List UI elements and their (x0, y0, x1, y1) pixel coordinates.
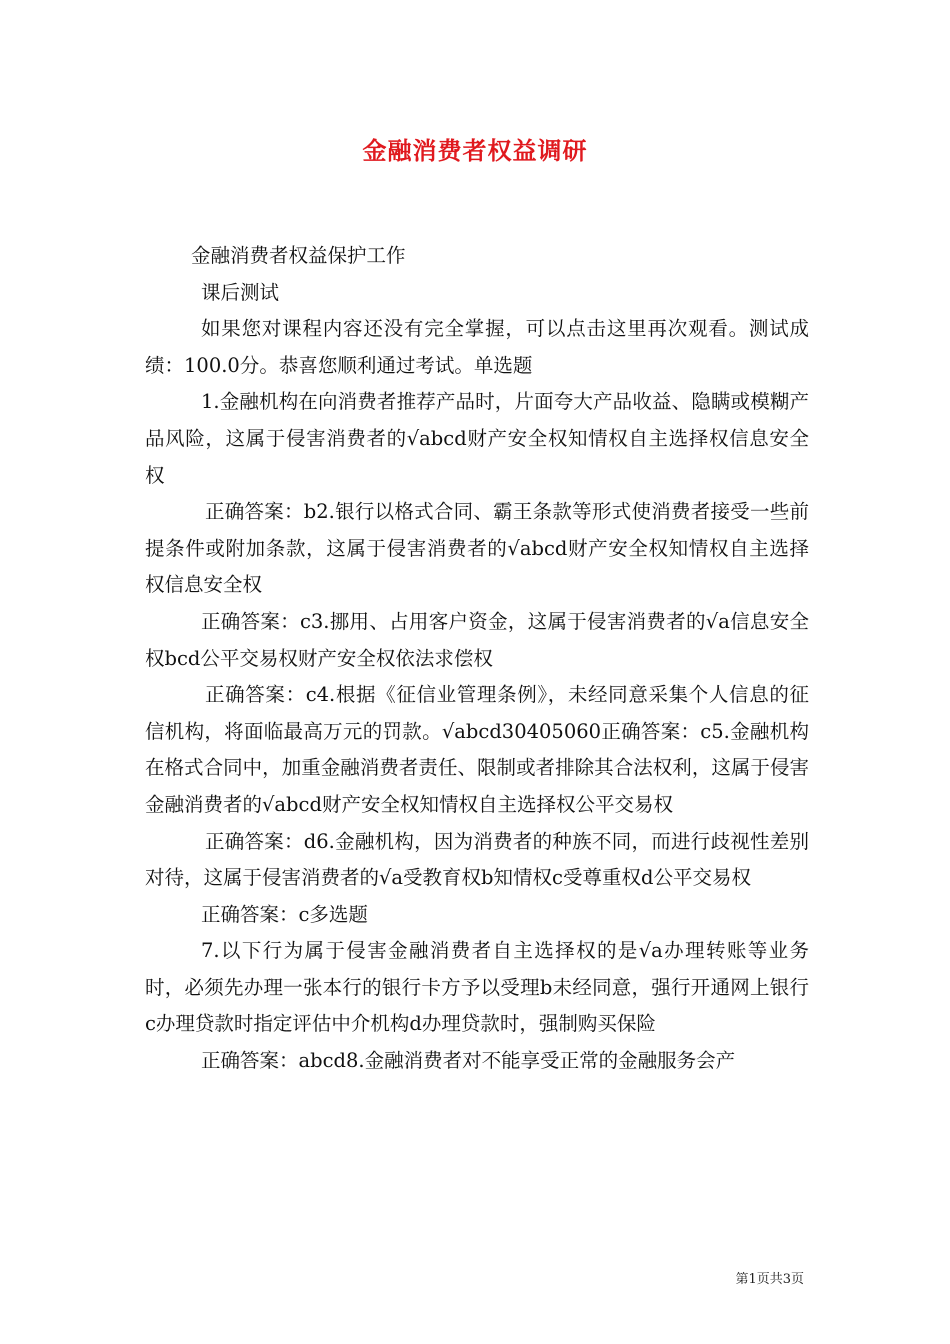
paragraph-question-1: 1.金融机构在向消费者推荐产品时，片面夸大产品收益、隐瞒或模糊产品风险，这属于侵害消费者的√abcd财产安全权知情权自主选择权信息安全权 (145, 390, 809, 487)
paragraph-multi-choice: 正确答案：c多选题 (201, 902, 368, 926)
paragraph-intro: 如果您对课程内容还没有完全掌握，可以点击这里再次观看。测试成绩：100.0分。恭喜您顺利通过考试。单选题 (145, 317, 809, 377)
document-body (145, 238, 809, 1080)
document-title: 金融消费者权益调研 (362, 137, 588, 165)
paragraph-question-4-5: 正确答案：c4.根据《征信业管理条例》，未经同意采集个人信息的征信机构，将面临最高万元的罚款。√abcd30405060正确答案：c5.金融机构在格式合同中，加重金融消费者责任、限制或者排除其合法权利，这属于侵害金融消费者的√abcd财产安全权知情权自主选择权公平交易权 (145, 683, 809, 816)
page-number: 第1页共3页 (735, 1272, 804, 1287)
paragraph-question-7: 7.以下行为属于侵害金融消费者自主选择权的是√a办理转账等业务时，必须先办理一张本行的银行卡方予以受理b未经同意，强行开通网上银行c办理贷款时指定评估中介机构d办理贷款时，强制购买保险 (145, 939, 809, 1036)
paragraph-heading: 金融消费者权益保护工作 (191, 244, 406, 267)
paragraph-question-3: 正确答案：c3.挪用、占用客户资金，这属于侵害消费者的√a信息安全权bcd公平交易权财产安全权依法求偿权 (145, 609, 809, 670)
paragraph-question-2: 正确答案：b2.银行以格式合同、霸王条款等形式使消费者接受一些前提条件或附加条款，这属于侵害消费者的√abcd财产安全权知情权自主选择权信息安全权 (145, 500, 809, 597)
paragraph-question-8: 正确答案：abcd8.金融消费者对不能享受正常的金融服务会产 (201, 1049, 736, 1073)
paragraph-subheading: 课后测试 (201, 280, 280, 304)
paragraph-question-6: 正确答案：d6.金融机构，因为消费者的种族不同，而进行歧视性差别对待，这属于侵害消费者的√a受教育权b知情权c受尊重权d公平交易权 (145, 829, 809, 890)
